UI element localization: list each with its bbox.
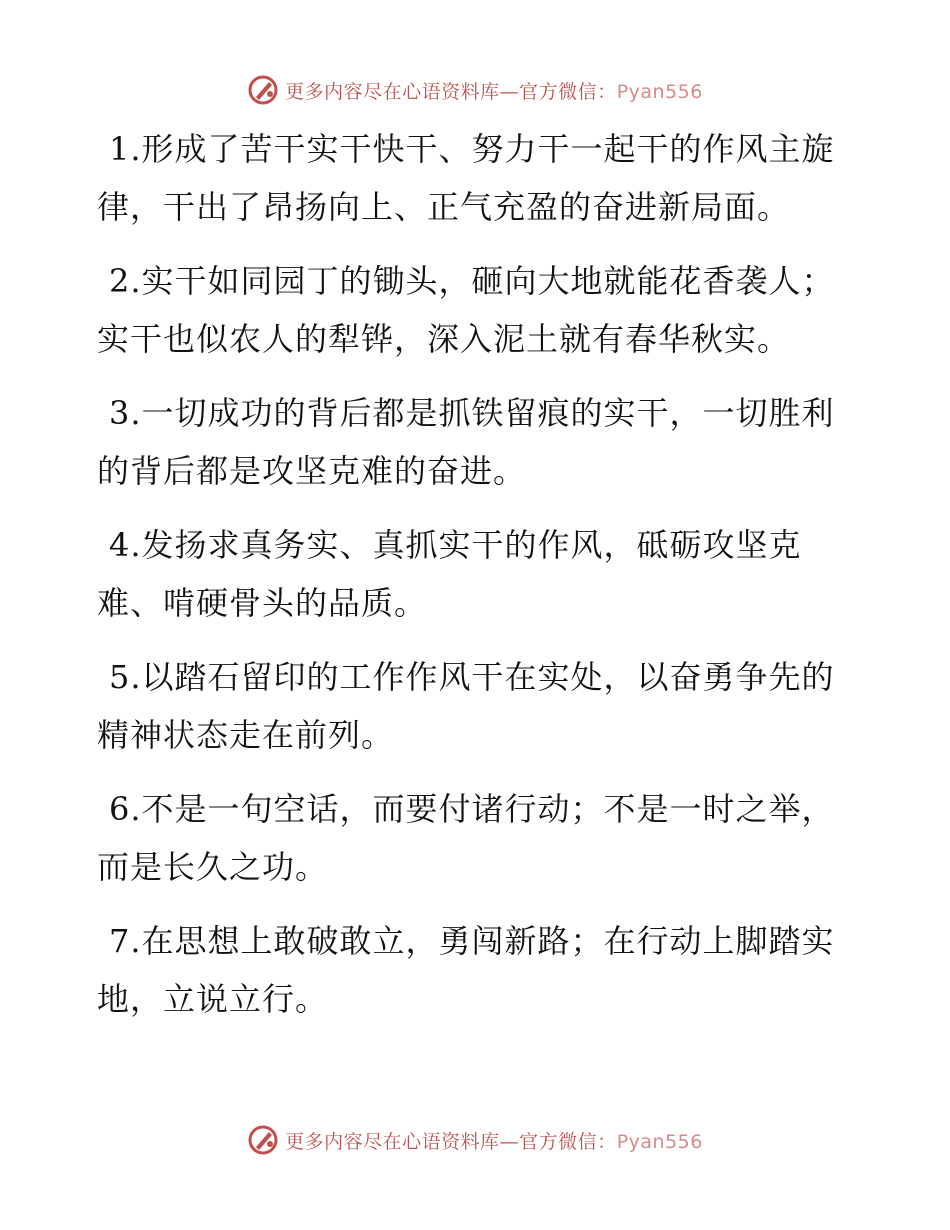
item-number: 6.	[109, 790, 142, 828]
item-text: 在思想上敢破敢立，勇闯新路；在行动上脚踏实地，立说立行。	[97, 922, 835, 1018]
pen-circle-logo-icon	[247, 1124, 279, 1156]
item-number: 3.	[109, 394, 142, 432]
footer-site-text: 更多内容尽在心语资料库	[285, 1130, 500, 1153]
pen-circle-logo-icon	[247, 74, 279, 106]
item-text: 一切成功的背后都是抓铁留痕的实干，一切胜利的背后都是攻坚克难的奋进。	[97, 394, 835, 490]
item-text: 以踏石留印的工作作风干在实处，以奋勇争先的精神状态走在前列。	[97, 658, 835, 754]
header-banner	[0, 70, 950, 110]
item-number: 5.	[109, 658, 142, 696]
item-text: 不是一句空话，而要付诸行动；不是一时之举，而是长久之功。	[97, 790, 835, 886]
footer-banner	[0, 1120, 950, 1160]
footer-wechat-text: 官方微信：	[519, 1130, 617, 1153]
list-item	[97, 516, 837, 632]
quote-list	[97, 120, 837, 1044]
footer-wechat-id: Pyan556	[616, 1130, 703, 1153]
list-item	[97, 120, 837, 236]
list-item	[97, 252, 837, 368]
header-dash: —	[499, 80, 520, 103]
footer-text	[285, 1127, 703, 1154]
item-number: 4.	[109, 526, 142, 564]
item-number: 7.	[109, 922, 142, 960]
list-item	[97, 648, 837, 764]
item-text: 实干如同园丁的锄头，砸向大地就能花香袭人；实干也似农人的犁铧，深入泥土就有春华秋实。	[97, 262, 835, 358]
item-number: 1.	[109, 130, 142, 168]
item-text: 发扬求真务实、真抓实干的作风，砥砺攻坚克难、啃硬骨头的品质。	[97, 526, 802, 622]
item-text: 形成了苦干实干快干、努力干一起干的作风主旋律，干出了昂扬向上、正气充盈的奋进新局面。	[97, 130, 835, 226]
list-item	[97, 912, 837, 1028]
header-wechat-text: 官方微信：	[519, 80, 617, 103]
header-site-text: 更多内容尽在心语资料库	[285, 80, 500, 103]
item-number: 2.	[109, 262, 142, 300]
header-text	[285, 77, 703, 104]
list-item	[97, 780, 837, 896]
header-wechat-id: Pyan556	[616, 80, 703, 103]
footer-dash: —	[499, 1130, 520, 1153]
list-item	[97, 384, 837, 500]
